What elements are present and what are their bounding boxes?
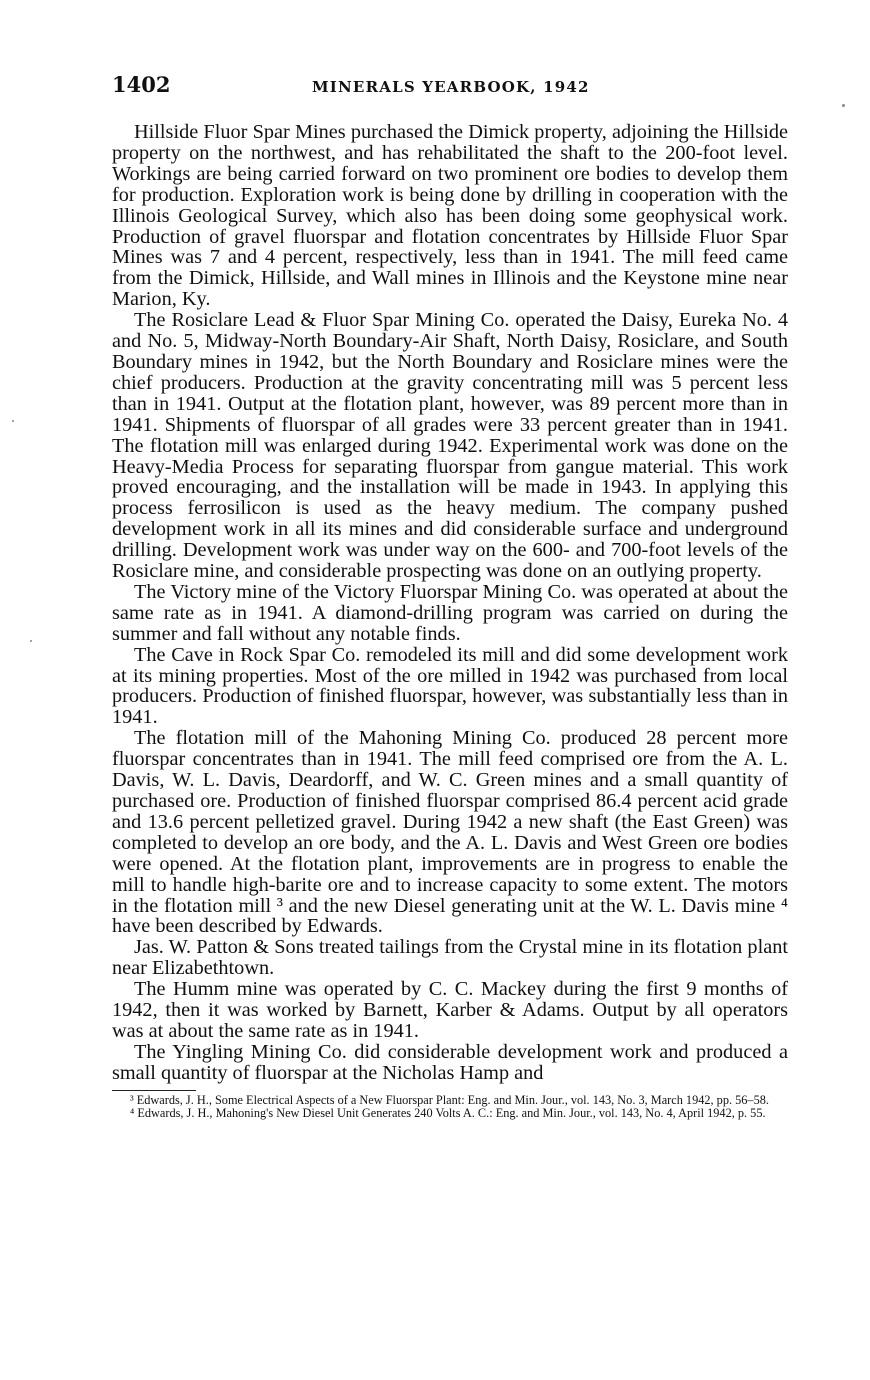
footnote-rule bbox=[112, 1090, 196, 1091]
paragraph-cave-in-rock: The Cave in Rock Spar Co. remodeled its mill and did some development work at its mining properties. Most of the ore milled in 1942 was purchased from local producers. Production of finished fluorspar, however, was substantially less than in 1941. bbox=[112, 643, 788, 729]
paragraph-yingling: The Yingling Mining Co. did considerable development work and produced a small quantity of fluorspar at the Nicholas Hamp and bbox=[112, 1040, 788, 1084]
footnote-3: ³ Edwards, J. H., Some Electrical Aspects of a New Fluorspar Plant: Eng. and Min. Jour., vol. 143, No. 3, March 1942, pp. 56–58. bbox=[130, 1092, 769, 1107]
running-head bbox=[112, 72, 788, 108]
paragraph-victory: The Victory mine of the Victory Fluorspar Mining Co. was operated at about the same rate as in 1941. A diamond-drilling program was carried on during the summer and fall without any notable finds. bbox=[112, 580, 788, 645]
paragraph-hillside: Hillside Fluor Spar Mines purchased the Dimick property, adjoining the Hillside property on the northwest, and has rehabilitated the shaft to the 200-foot level. Workings are being carried forward on two prominent ore bodies to develop them for production. Exploration work is being done by drilling in cooperation with the Illinois Geological Survey, which also has been doing some geophysical work. Production of gravel fluorspar and flotation concentrates by Hillside Fluor Spar Mines was 7 and 4 percent, respectively, less than in 1941. The mill feed came from the Dimick, Hillside, and Wall mines in Illinois and the Keystone mine near Marion, Ky. bbox=[112, 121, 788, 311]
scan-speck bbox=[842, 104, 845, 107]
footnotes bbox=[112, 1094, 788, 1120]
scan-speck bbox=[30, 640, 32, 642]
paragraph-patton: Jas. W. Patton & Sons treated tailings from the Crystal mine in its flotation plant near Elizabethtown. bbox=[112, 936, 788, 980]
body-text bbox=[112, 122, 788, 1084]
document-page bbox=[112, 72, 788, 1120]
paragraph-mahoning: The flotation mill of the Mahoning Mining Co. produced 28 percent more fluorspar concentrates than in 1941. The mill feed comprised ore from the A. L. Davis, W. L. Davis, Deardorff, and W. C. Green mines and a small quantity of purchased ore. Production of finished fluorspar comprised 86.4 percent acid grade and 13.6 percent pelletized gravel. During 1942 a new shaft (the East Green) was completed to develop an ore body, and the A. L. Davis and West Green ore bodies were opened. At the flotation plant, improvements are in progress to enable the mill to handle high-barite ore and to increase capacity to some extent. The motors in the flotation mill ³ and the new Diesel generating unit at the W. L. Davis mine ⁴ have been described by Edwards. bbox=[112, 727, 788, 938]
paragraph-humm: The Humm mine was operated by C. C. Mackey during the first 9 months of 1942, then it was worked by Barnett, Karber & Adams. Output by all operators was at about the same rate as in 1941. bbox=[112, 978, 788, 1042]
paragraph-rosiclare: The Rosiclare Lead & Fluor Spar Mining Co. operated the Daisy, Eureka No. 4 and No. 5, Midway-North Boundary-Air Shaft, North Daisy, Rosiclare, and South Boundary mines in 1942, but the North Boundary and Rosiclare mines were the chief producers. Production at the gravity concentrating mill was 5 percent less than in 1941. Output at the flotation plant, however, was 89 percent more than in 1941. Shipments of fluorspar of all grades were 33 percent greater than in 1941. The flotation mill was enlarged during 1942. Experimental work was done on the Heavy-Media Process for separating fluorspar from gangue material. This work proved encouraging, and the installation will be made in 1943. In applying this process ferrosilicon is used as the heavy medium. The company pushed development work in all its mines and did considerable surface and underground drilling. Development work was under way on the 600- and 700-foot levels of the Rosiclare mine, and considerable prospecting was done on an outlying property. bbox=[112, 309, 788, 583]
page-number: 1402 bbox=[112, 72, 171, 97]
scan-speck bbox=[12, 420, 14, 422]
footnote-4: ⁴ Edwards, J. H., Mahoning's New Diesel Unit Generates 240 Volts A. C.: Eng. and Min. Jour., vol. 143, No. 4, April 1942, p. 55. bbox=[130, 1105, 766, 1120]
journal-title: MINERALS YEARBOOK, 1942 bbox=[312, 78, 590, 96]
